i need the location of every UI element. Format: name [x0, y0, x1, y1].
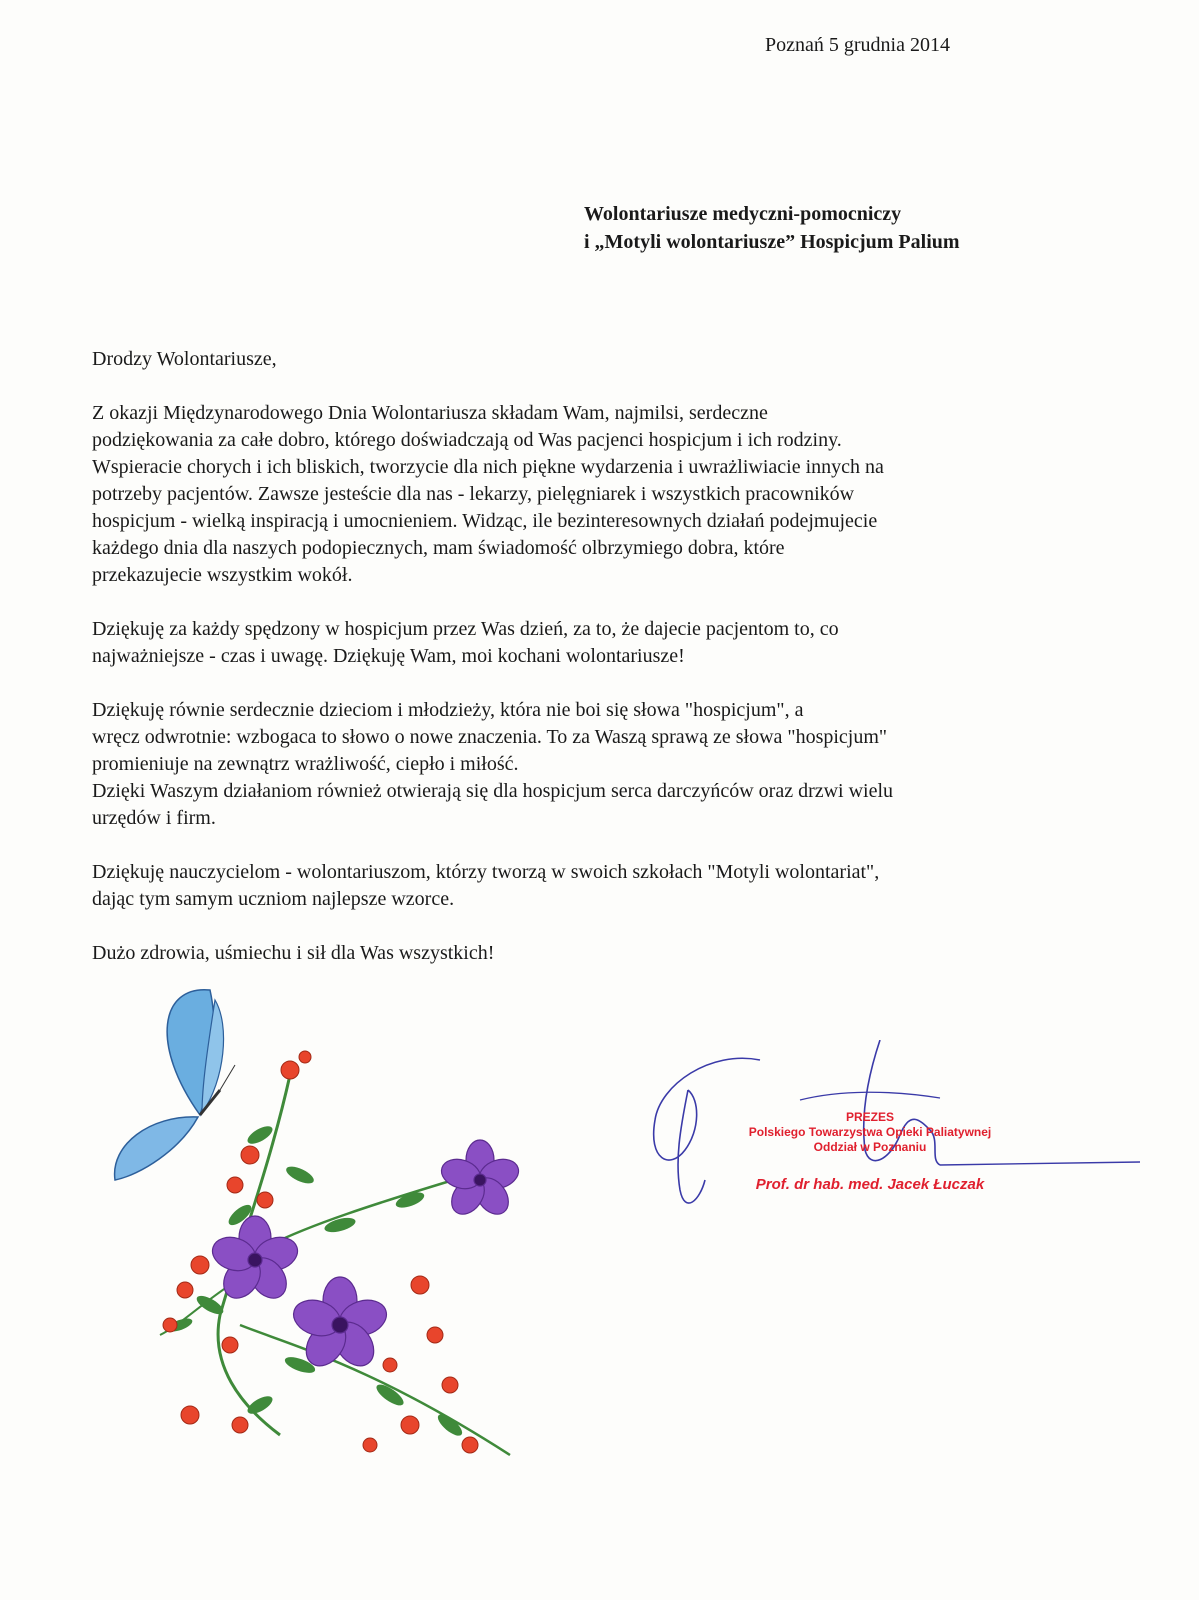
- paragraph-line: najważniejsze - czas i uwagę. Dziękuję Wam, moi kochani wolontariusze!: [92, 645, 685, 667]
- purple-flowers: [208, 1140, 522, 1373]
- paragraph-line: potrzeby pacjentów. Zawsze jesteście dla nas - lekarzy, pielęgniarek i wszystkich pracowników: [92, 483, 855, 505]
- paragraph-line: promieniuje na zewnątrz wrażliwość, ciepło i miłość.: [92, 753, 519, 775]
- paragraph-3: [92, 697, 1072, 832]
- salutation: Drodzy Wolontariusze,: [92, 348, 277, 370]
- recipient-block: [584, 200, 960, 256]
- paragraph-1: [92, 400, 1072, 589]
- butterfly-flowers-illustration: [90, 985, 550, 1475]
- paragraph-4: [92, 859, 1072, 913]
- recipient-line-1: Wolontariusze medyczni-pomocniczy: [584, 203, 902, 225]
- paragraph-line: dając tym samym uczniom najlepsze wzorce.: [92, 888, 455, 910]
- letter-date: Poznań 5 grudnia 2014: [765, 34, 950, 56]
- signature-block: [640, 1040, 1180, 1230]
- paragraph-line: wręcz odwrotnie: wzbogaca to słowo o nowe znaczenia. To za Waszą sprawą ze słowa "hospicjum": [92, 726, 888, 748]
- paragraph-line: urzędów i firm.: [92, 807, 216, 829]
- butterfly-icon: [115, 990, 235, 1180]
- red-flowers: [163, 1051, 478, 1453]
- paragraph-5: [92, 940, 1072, 967]
- stamp-branch: Oddział w Poznaniu: [813, 1140, 927, 1154]
- stamp-organization: Polskiego Towarzystwa Opieki Paliatywnej: [748, 1125, 992, 1139]
- letter-body: [92, 346, 1072, 994]
- paragraph-line: podziękowania za całe dobro, którego doświadczają od Was pacjenci hospicjum i ich rodziny.: [92, 429, 842, 451]
- paragraph-line: Dziękuję równie serdecznie dzieciom i młodzieży, która nie boi się słowa "hospicjum", a: [92, 699, 804, 721]
- paragraph-line: Z okazji Międzynarodowego Dnia Wolontariusza składam Wam, najmilsi, serdeczne: [92, 402, 768, 424]
- paragraph-line: Dzięki Waszym działaniom również otwierają się dla hospicjum serca darczyńców oraz drzwi wielu: [92, 780, 894, 802]
- paragraph-line: hospicjum - wielką inspiracją i umocnieniem. Widząc, ile bezinteresownych działań podejmujecie: [92, 510, 878, 532]
- paragraph-line: Wspieracie chorych i ich bliskich, tworzycie dla nich piękne wydarzenia i uwrażliwiacie innych na: [92, 456, 884, 478]
- paragraph-line: Dziękuję za każdy spędzony w hospicjum przez Was dzień, za to, że dajecie pacjentom to, co: [92, 618, 839, 640]
- paragraph-line: Dziękuję nauczycielom - wolontariuszom, którzy tworzą w swoich szkołach "Motyli wolontariat",: [92, 861, 880, 883]
- paragraph-line: każdego dnia dla naszych podopiecznych, mam świadomość olbrzymiego dobra, które: [92, 537, 785, 559]
- stamp: [710, 1110, 1030, 1192]
- paragraph-line: Dużo zdrowia, uśmiechu i sił dla Was wszystkich!: [92, 942, 495, 964]
- paragraph-line: przekazujecie wszystkim wokół.: [92, 564, 353, 586]
- recipient-line-2: i „Motyli wolontariusze” Hospicjum Palium: [584, 231, 960, 253]
- stamp-signatory-name: Prof. dr hab. med. Jacek Łuczak: [755, 1176, 985, 1193]
- paragraph-2: [92, 616, 1072, 670]
- stamp-title: PREZES: [845, 1110, 894, 1124]
